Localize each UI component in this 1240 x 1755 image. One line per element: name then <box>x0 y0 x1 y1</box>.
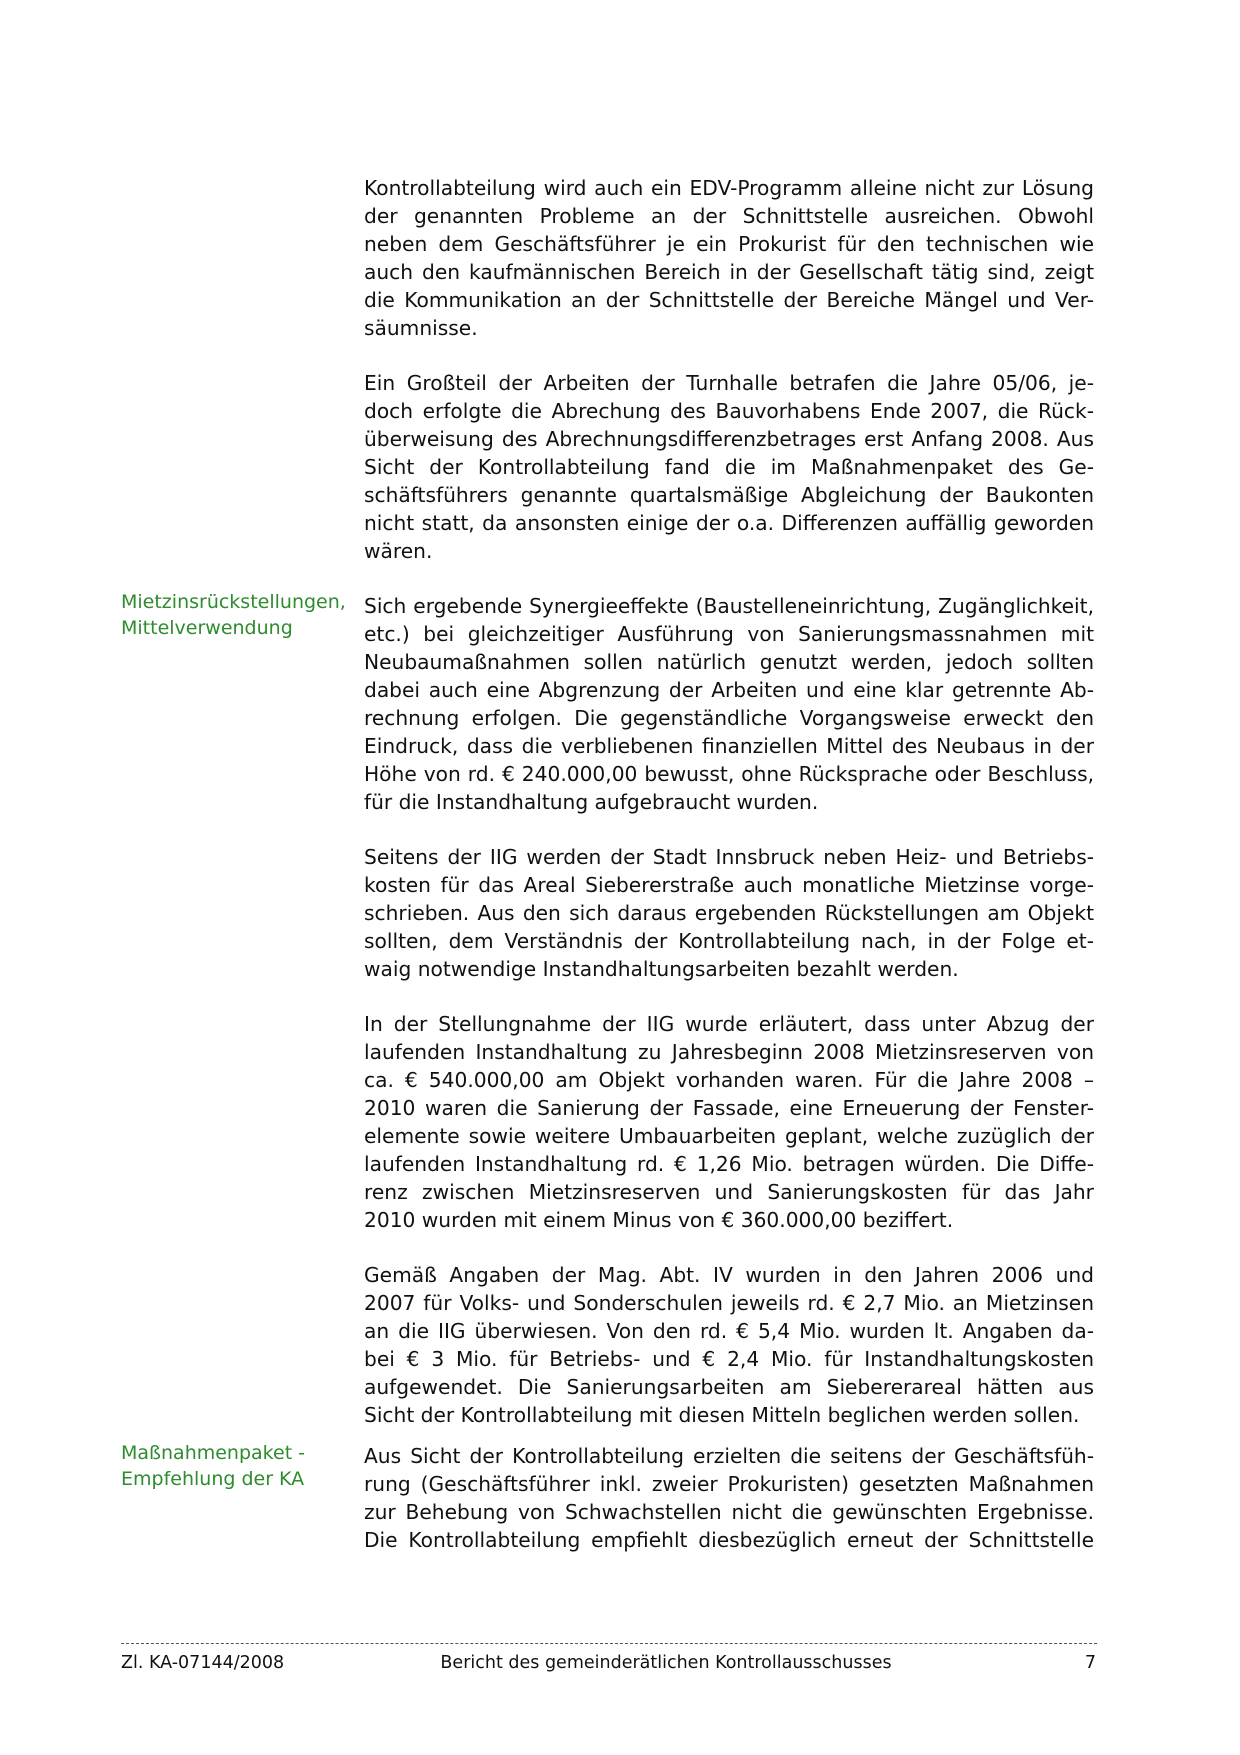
text-line: Kontrollabteilung wird auch ein EDV-Programm alleine nicht zur Lösung <box>364 176 1094 200</box>
text-line: bei € 3 Mio. für Betriebs- und € 2,4 Mio. für Instandhaltungskosten <box>364 1347 1094 1371</box>
text-line: Ein Großteil der Arbeiten der Turnhalle betrafen die Jahre 05/06, je- <box>364 371 1094 395</box>
text-line: schäftsführers genannte quartalsmäßige Abgleichung der Baukonten <box>364 483 1094 507</box>
text-line: 2010 wurden mit einem Minus von € 360.000,00 beziffert. <box>364 1208 954 1232</box>
text-line: elemente sowie weitere Umbauarbeiten geplant, welche zuzüglich der <box>364 1124 1094 1148</box>
text-line: wären. <box>364 539 433 563</box>
text-line: Eindruck, dass die verbliebenen finanziellen Mittel des Neubaus in der <box>364 734 1094 758</box>
paragraph-4 <box>364 843 1094 983</box>
text-line: waig notwendige Instandhaltungsarbeiten bezahlt werden. <box>364 957 959 981</box>
text-line: sollten, dem Verständnis der Kontrollabteilung nach, in der Folge et- <box>364 929 1094 953</box>
margin-note-line: Maßnahmenpaket - <box>121 1442 306 1464</box>
margin-note-line: Empfehlung der KA <box>121 1468 305 1490</box>
text-line: zur Behebung von Schwachstellen nicht die gewünschten Ergebnisse. <box>364 1500 1094 1524</box>
paragraph-3 <box>364 592 1094 816</box>
text-line: rechnung erfolgen. Die gegenständliche Vorgangsweise erweckt den <box>364 706 1094 730</box>
page-number: 7 <box>1084 1653 1096 1673</box>
paragraph-2 <box>364 369 1094 565</box>
text-line: Sich ergebende Synergieeffekte (Baustelleneinrichtung, Zugänglichkeit, <box>364 594 1094 618</box>
text-line: 2007 für Volks- und Sonderschulen jeweils rd. € 2,7 Mio. an Mietzinsen <box>364 1291 1094 1315</box>
text-line: säumnisse. <box>364 316 478 340</box>
margin-note-line: Mietzinsrückstellungen, <box>121 591 346 613</box>
text-line: laufenden Instandhaltung rd. € 1,26 Mio. betragen würden. Die Diffe- <box>364 1152 1094 1176</box>
text-line: nicht statt, da ansonsten einige der o.a. Differenzen auffällig geworden <box>364 511 1094 535</box>
paragraph-7 <box>364 1442 1094 1554</box>
paragraph-6 <box>364 1261 1094 1429</box>
text-line: überweisung des Abrechnungsdifferenzbetrages erst Anfang 2008. Aus <box>364 427 1094 451</box>
text-line: Höhe von rd. € 240.000,00 bewusst, ohne Rücksprache oder Beschluss, <box>364 762 1094 786</box>
paragraph-1 <box>364 174 1094 342</box>
text-line: Seitens der IIG werden der Stadt Innsbruck neben Heiz- und Betriebs- <box>364 845 1094 869</box>
text-line: doch erfolgte die Abrechung des Bauvorhabens Ende 2007, die Rück- <box>364 399 1094 423</box>
text-line: etc.) bei gleichzeitiger Ausführung von Sanierungsmassnahmen mit <box>364 622 1094 646</box>
text-line: In der Stellungnahme der IIG wurde erläutert, dass unter Abzug der <box>364 1012 1094 1036</box>
text-line: auch den kaufmännischen Bereich in der Gesellschaft tätig sind, zeigt <box>364 260 1094 284</box>
text-line: die Kommunikation an der Schnittstelle der Bereiche Mängel und Ver- <box>364 288 1094 312</box>
text-line: Aus Sicht der Kontrollabteilung erzielten die seitens der Geschäftsfüh- <box>364 1444 1094 1468</box>
text-line: für die Instandhaltung aufgebraucht wurden. <box>364 790 819 814</box>
text-line: dabei auch eine Abgrenzung der Arbeiten und eine klar getrennte Ab- <box>364 678 1094 702</box>
footer-reference: Zl. KA-07144/2008 <box>121 1653 285 1673</box>
text-line: Neubaumaßnahmen sollen natürlich genutzt werden, jedoch sollten <box>364 650 1094 674</box>
text-line: an die IIG überwiesen. Von den rd. € 5,4 Mio. wurden lt. Angaben da- <box>364 1319 1094 1343</box>
text-line: rung (Geschäftsführer inkl. zweier Prokuristen) gesetzten Maßnahmen <box>364 1472 1094 1496</box>
text-line: ca. € 540.000,00 am Objekt vorhanden waren. Für die Jahre 2008 – <box>364 1068 1094 1092</box>
text-line: Gemäß Angaben der Mag. Abt. IV wurden in den Jahren 2006 und <box>364 1263 1094 1287</box>
margin-note-massnahmenpaket <box>121 1440 351 1492</box>
text-line: renz zwischen Mietzinsreserven und Sanierungskosten für das Jahr <box>364 1180 1094 1204</box>
text-line: Sicht der Kontrollabteilung fand die im Maßnahmenpaket des Ge- <box>364 455 1094 479</box>
text-line: schrieben. Aus den sich daraus ergebenden Rückstellungen am Objekt <box>364 901 1094 925</box>
margin-note-line: Mittelverwendung <box>121 617 293 639</box>
footer-divider <box>121 1643 1097 1644</box>
text-line: Sicht der Kontrollabteilung mit diesen Mitteln beglichen werden sollen. <box>364 1403 1080 1427</box>
paragraph-5 <box>364 1010 1094 1234</box>
text-line: Die Kontrollabteilung empfiehlt diesbezüglich erneut der Schnittstelle <box>364 1528 1094 1552</box>
text-line: neben dem Geschäftsführer je ein Prokurist für den technischen wie <box>364 232 1094 256</box>
text-line: laufenden Instandhaltung zu Jahresbeginn 2008 Mietzinsreserven von <box>364 1040 1094 1064</box>
margin-note-mietzinsrueckstellungen <box>121 589 351 641</box>
text-line: aufgewendet. Die Sanierungsarbeiten am Siebererareal hätten aus <box>364 1375 1094 1399</box>
text-line: kosten für das Areal Siebererstraße auch monatliche Mietzinse vorge- <box>364 873 1094 897</box>
footer-title: Bericht des gemeinderätlichen Kontrollausschusses <box>440 1653 892 1673</box>
text-line: der genannten Probleme an der Schnittstelle ausreichen. Obwohl <box>364 204 1094 228</box>
text-line: 2010 waren die Sanierung der Fassade, eine Erneuerung der Fenster- <box>364 1096 1094 1120</box>
